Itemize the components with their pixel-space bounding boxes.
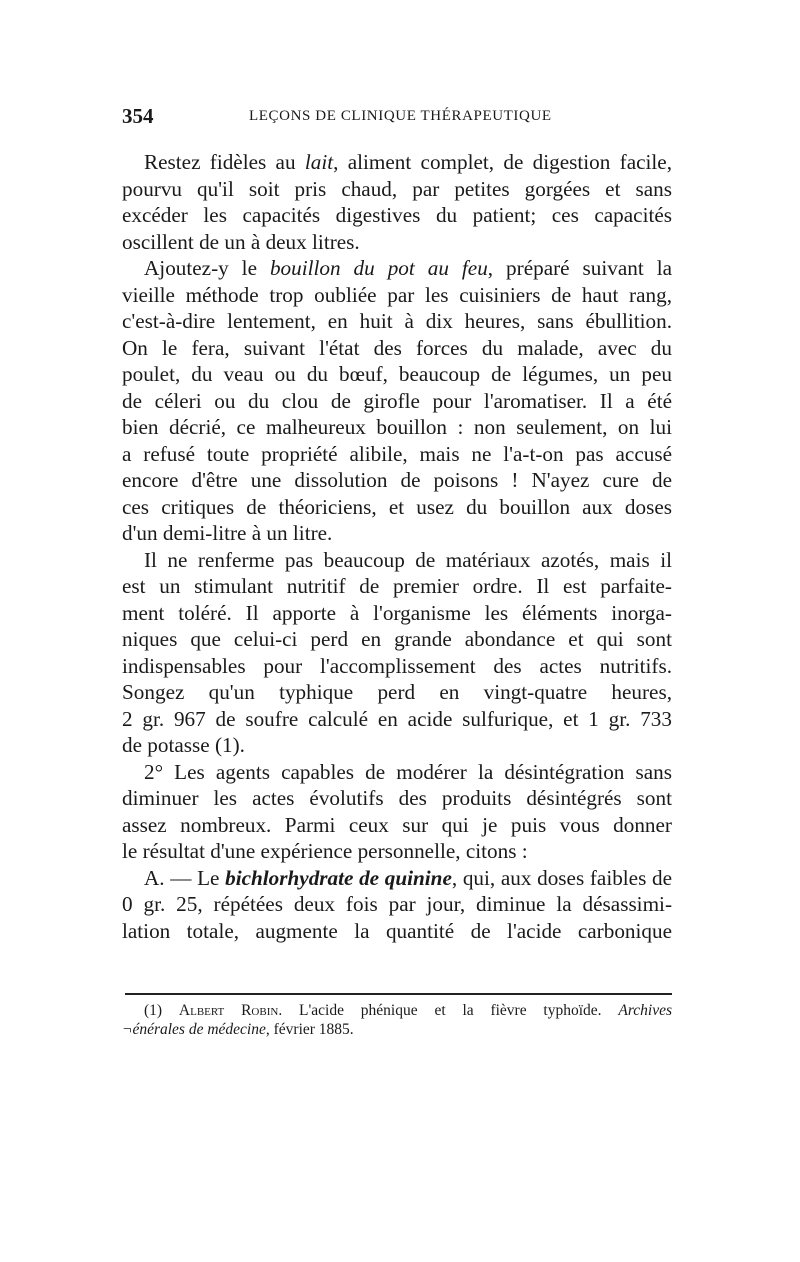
text-line: indispensables pour l'accomplissement des actes nutritifs.	[122, 653, 672, 678]
text-line: 2° Les agents capables de modérer la désintégration sans	[144, 759, 672, 784]
text-line: On le fera, suivant l'état des forces du malade, avec du	[122, 335, 672, 360]
page-header	[122, 104, 682, 134]
text-line: est un stimulant nutritif de premier ordre. Il est parfaite-	[122, 574, 672, 598]
text-line: excéder les capacités digestives du patient; ces capacités	[122, 203, 672, 227]
text-line: assez nombreux. Parmi ceux sur qui je puis vous donner	[122, 812, 672, 837]
footnote	[122, 1001, 672, 1039]
text-line: de potasse (1).	[122, 733, 245, 757]
text-line: diminuer les actes évolutifs des produits désintégrés sont	[122, 786, 672, 810]
text-line: 2 gr. 967 de soufre calculé en acide sulfurique, et 1 gr. 733	[122, 706, 672, 731]
text-line: niques que celui-ci perd en grande abondance et qui sont	[122, 627, 672, 651]
page-number: 354	[122, 104, 154, 128]
text-line: a refusé toute propriété alibile, mais ne l'a-t-on pas accusé	[122, 441, 672, 466]
text-line: lation totale, augmente la quantité de l'acide carbonique	[122, 918, 672, 943]
text-line: d'un demi-litre à un litre.	[122, 521, 333, 545]
text-line: Restez fidèles au lait, aliment complet, de digestion facile,	[144, 150, 672, 174]
text-line: A. — Le bichlorhydrate de quinine, qui, aux doses faibles de	[144, 865, 672, 890]
text-line: ces critiques de théoriciens, et usez du bouillon aux doses	[122, 494, 672, 519]
body-text	[122, 149, 672, 944]
text-line: vieille méthode trop oubliée par les cuisiniers de haut rang,	[122, 282, 672, 307]
text-line: le résultat d'une expérience personnelle, citons :	[122, 839, 528, 863]
text-line: oscillent de un à deux litres.	[122, 229, 360, 254]
text-line: bien décrié, ce malheureux bouillon : non seulement, on lui	[122, 415, 672, 439]
footnote-line: (1) Albert Robin. L'acide phénique et la fièvre typhoïde. Archives	[144, 1002, 673, 1019]
text-line: encore d'être une dissolution de poisons ! N'ayez cure de	[122, 468, 672, 492]
text-line: Ajoutez-y le bouillon du pot au feu, préparé suivant la	[144, 256, 672, 280]
text-line: c'est-à-dire lentement, en huit à dix heures, sans ébullition.	[122, 309, 672, 333]
text-line: Songez qu'un typhique perd en vingt-quatre heures,	[122, 680, 672, 704]
running-head: LEÇONS DE CLINIQUE THÉRAPEUTIQUE	[249, 108, 552, 124]
text-line: Il ne renferme pas beaucoup de matériaux azotés, mais il	[144, 547, 672, 572]
footnote-line: ¬énérales de médecine, février 1885.	[122, 1021, 354, 1038]
text-line: ment toléré. Il apporte à l'organisme les éléments inorga-	[122, 600, 672, 625]
text-line: poulet, du veau ou du bœuf, beaucoup de légumes, un peu	[122, 362, 672, 386]
text-line: 0 gr. 25, répétées deux fois par jour, diminue la désassimi-	[122, 892, 672, 916]
text-line: de céleri ou du clou de girofle pour l'aromatiser. Il a été	[122, 388, 672, 413]
text-line: pourvu qu'il soit pris chaud, par petites gorgées et sans	[122, 176, 672, 201]
footnote-rule	[125, 993, 672, 995]
